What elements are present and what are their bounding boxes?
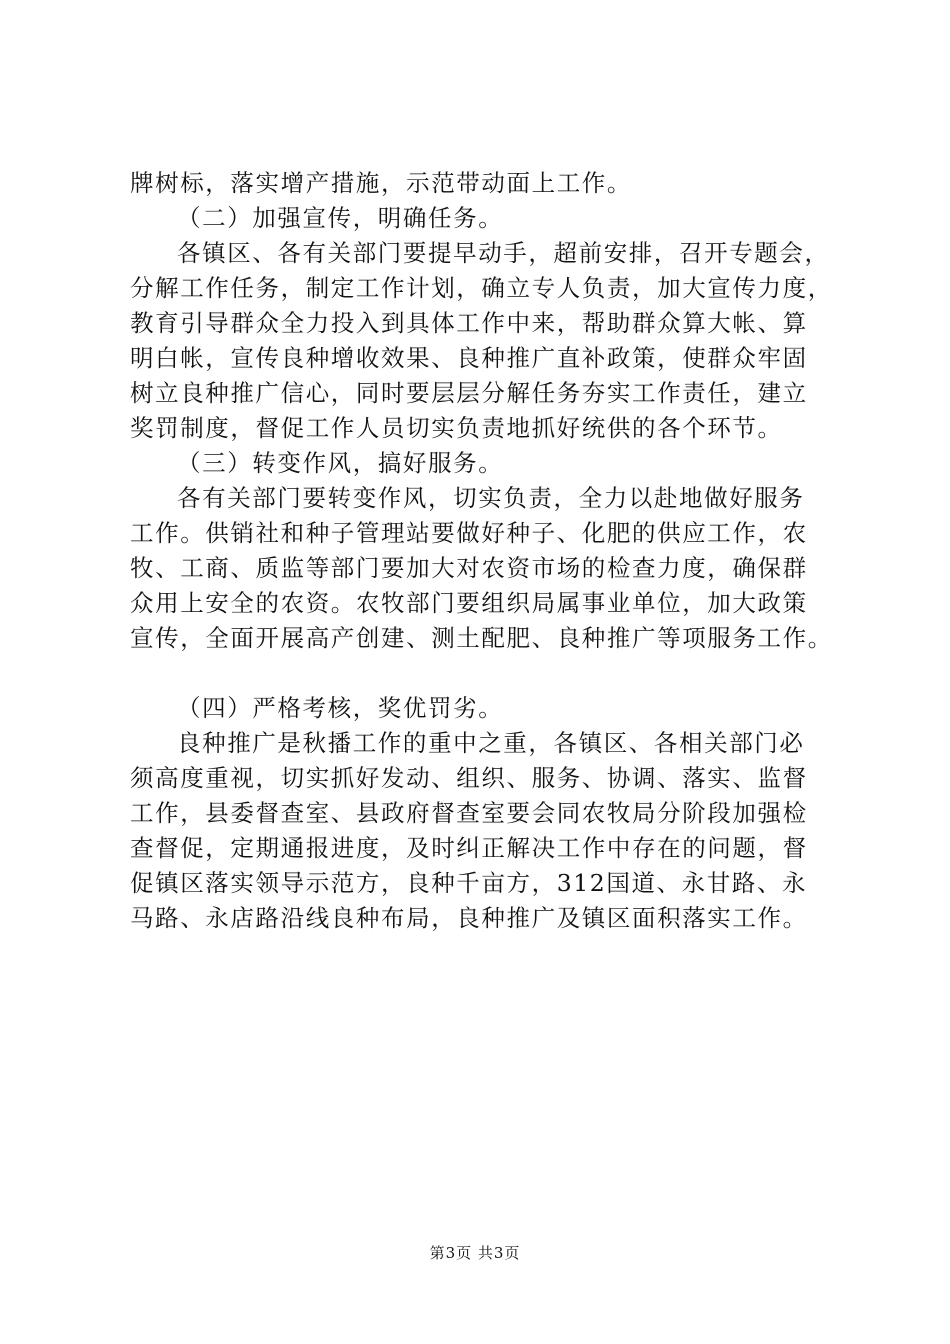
paragraph-line: 查督促，定期通报进度，及时纠正解决工作中存在的问题，督 bbox=[130, 834, 808, 862]
paragraph-line: 须高度重视，切实抓好发动、组织、服务、协调、落实、监督 bbox=[130, 764, 808, 792]
paragraph-line: 各镇区、各有关部门要提早动手，超前安排，召开专题会， bbox=[177, 239, 830, 267]
paragraph-line: 工作，县委督查室、县政府督查室要会同农牧局分阶段加强检 bbox=[130, 799, 808, 827]
blank-line bbox=[130, 656, 850, 691]
document-body bbox=[130, 166, 850, 936]
paragraph-line: 牧、工商、质监等部门要加大对农资市场的检查力度，确保群 bbox=[130, 554, 808, 582]
paragraph-line: 促镇区落实领导示范方，良种千亩方，312国道、永甘路、永 bbox=[130, 869, 808, 897]
section-heading: （二）加强宣传，明确任务。 bbox=[177, 204, 504, 232]
paragraph-line: 分解工作任务，制定工作计划，确立专人负责，加大宣传力度， bbox=[130, 274, 833, 302]
paragraph-line: 各有关部门要转变作风，切实负责，全力以赴地做好服务 bbox=[177, 484, 805, 512]
paragraph-line: 众用上安全的农资。农牧部门要组织局属事业单位，加大政策 bbox=[130, 589, 808, 617]
page-number-footer: 第3页 共3页 bbox=[429, 1244, 521, 1262]
paragraph-line: 工作。供销社和种子管理站要做好种子、化肥的供应工作，农 bbox=[130, 519, 808, 547]
section-heading: （四）严格考核，奖优罚劣。 bbox=[177, 694, 504, 722]
paragraph-line: 树立良种推广信心，同时要层层分解任务夯实工作责任，建立 bbox=[130, 379, 808, 407]
paragraph-line: 奖罚制度，督促工作人员切实负责地抓好统供的各个环节。 bbox=[130, 414, 783, 442]
paragraph-line: 马路、永店路沿线良种布局，良种推广及镇区面积落实工作。 bbox=[130, 904, 808, 932]
paragraph-line: 牌树标，落实增产措施，示范带动面上工作。 bbox=[130, 169, 632, 197]
paragraph-line: 宣传，全面开展高产创建、测土配肥、良种推广等项服务工作。 bbox=[130, 624, 833, 652]
section-heading: （三）转变作风，搞好服务。 bbox=[177, 449, 504, 477]
paragraph-line: 明白帐，宣传良种增收效果、良种推广直补政策，使群众牢固 bbox=[130, 344, 808, 372]
paragraph-line: 教育引导群众全力投入到具体工作中来，帮助群众算大帐、算 bbox=[130, 309, 808, 337]
paragraph-line: 良种推广是秋播工作的重中之重，各镇区、各相关部门必 bbox=[177, 729, 805, 757]
